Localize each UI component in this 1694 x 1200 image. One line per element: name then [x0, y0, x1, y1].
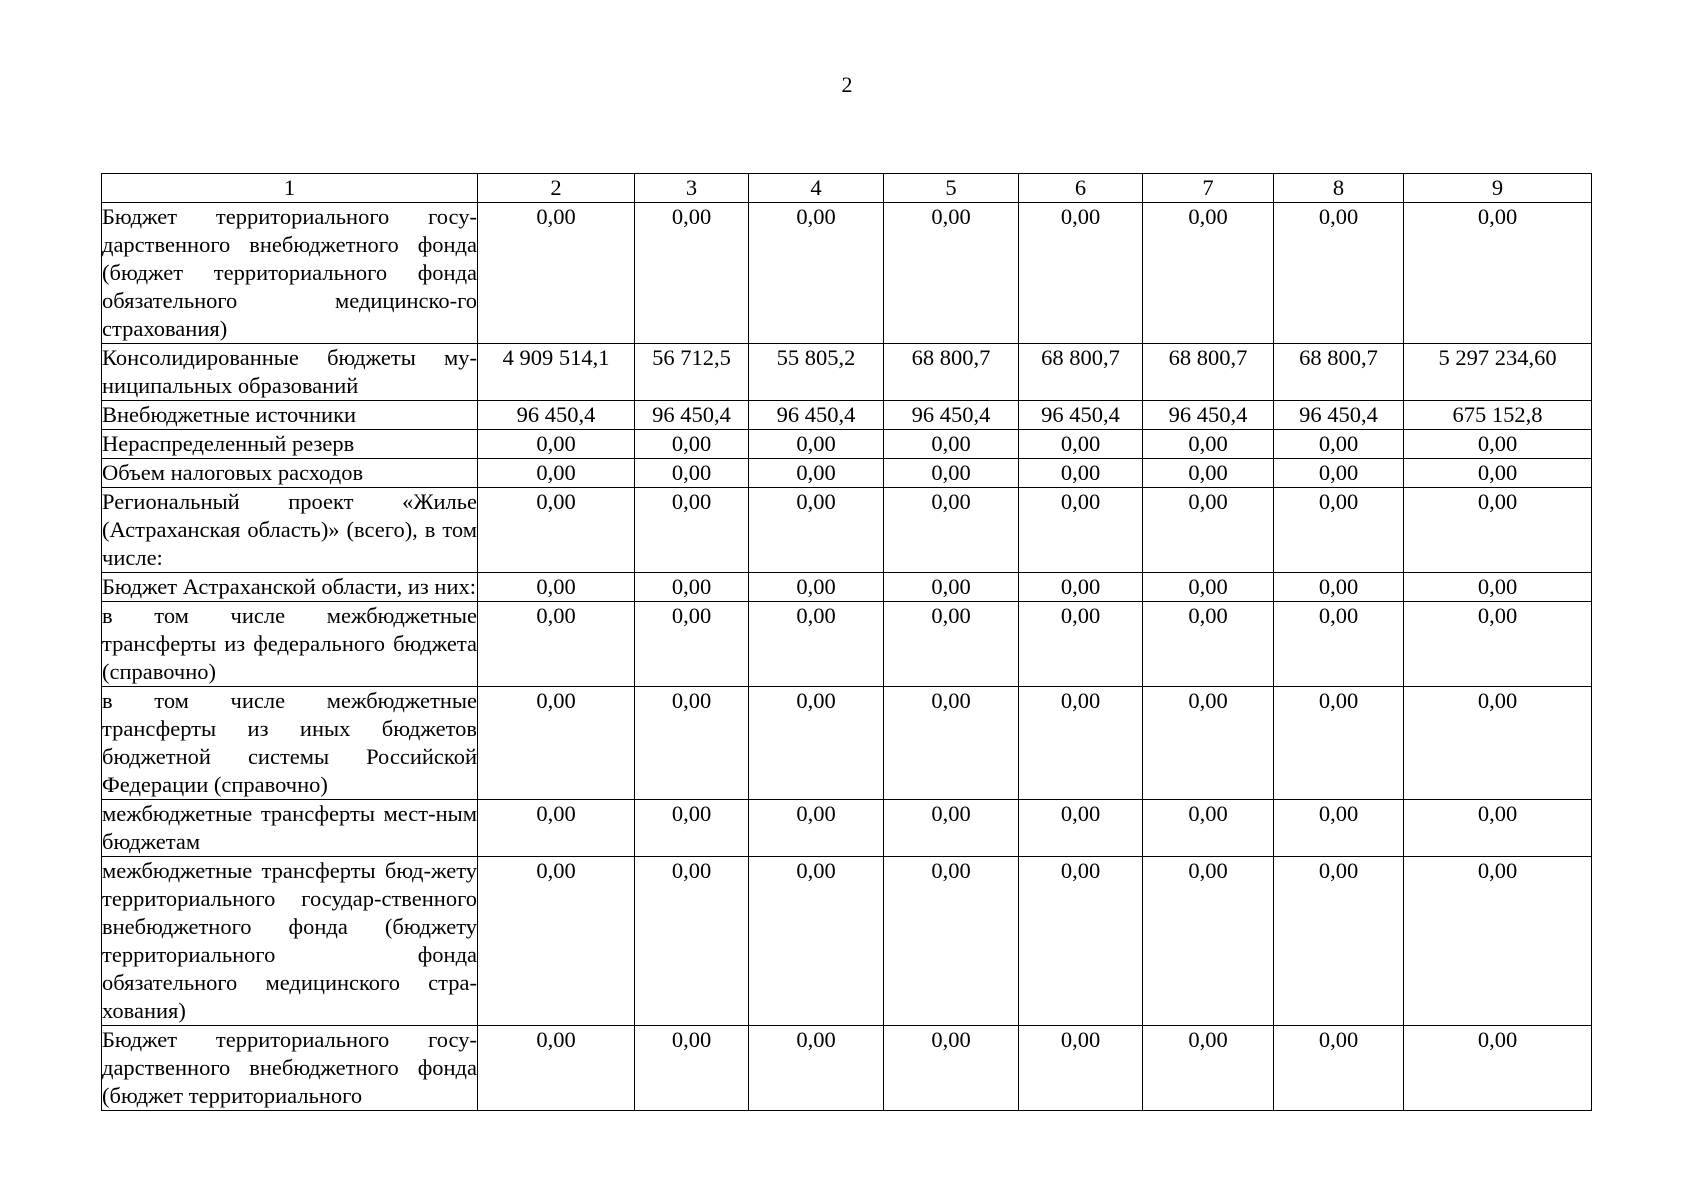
table-cell-value: 0,00: [749, 459, 884, 488]
table-cell-value: 0,00: [1404, 488, 1592, 573]
table-cell-value: 0,00: [1274, 573, 1404, 602]
table-cell-value: 0,00: [478, 573, 635, 602]
row-label: в том числе межбюджетные трансферты из иных бюджетов бюджетной системы Российской Федерации (справочно): [102, 687, 478, 800]
column-header: 6: [1019, 174, 1143, 203]
row-label: в том числе межбюджетные трансферты из федерального бюджета (справочно): [102, 602, 478, 687]
table-cell-value: 0,00: [635, 602, 749, 687]
table-row: [102, 687, 1592, 800]
table-cell-value: 0,00: [749, 488, 884, 573]
table-cell-value: 0,00: [1019, 203, 1143, 344]
table-row: [102, 857, 1592, 1026]
table-cell-value: 0,00: [1143, 687, 1274, 800]
column-header: 7: [1143, 174, 1274, 203]
table-cell-value: 0,00: [884, 459, 1019, 488]
table-cell-value: 5 297 234,60: [1404, 344, 1592, 401]
table-row: [102, 488, 1592, 573]
table-cell-value: 0,00: [478, 687, 635, 800]
table-cell-value: 0,00: [1274, 459, 1404, 488]
table-cell-value: 675 152,8: [1404, 401, 1592, 430]
table-row: [102, 573, 1592, 602]
row-label: Бюджет территориального госу-дарственного внебюджетного фонда (бюджет территориального фонда обязательного медицинско-го страхования): [102, 203, 478, 344]
row-label: Региональный проект «Жилье (Астраханская область)» (всего), в том числе:: [102, 488, 478, 573]
table-cell-value: 0,00: [1274, 488, 1404, 573]
table-cell-value: 0,00: [635, 573, 749, 602]
table-cell-value: 0,00: [1274, 687, 1404, 800]
table-cell-value: 0,00: [478, 857, 635, 1026]
table-cell-value: 96 450,4: [749, 401, 884, 430]
table-cell-value: 0,00: [1143, 488, 1274, 573]
table-cell-value: 0,00: [884, 488, 1019, 573]
table-cell-value: 0,00: [749, 203, 884, 344]
table-cell-value: 0,00: [1143, 573, 1274, 602]
table-cell-value: 0,00: [884, 687, 1019, 800]
table-cell-value: 0,00: [884, 800, 1019, 857]
row-label: Консолидированные бюджеты му-ниципальных образований: [102, 344, 478, 401]
budget-table: [101, 173, 1592, 1111]
table-row: [102, 344, 1592, 401]
table-cell-value: 4 909 514,1: [478, 344, 635, 401]
table-cell-value: 0,00: [749, 1026, 884, 1111]
table-cell-value: 68 800,7: [1019, 344, 1143, 401]
table-cell-value: 0,00: [1274, 430, 1404, 459]
column-header: 4: [749, 174, 884, 203]
table-cell-value: 0,00: [1143, 430, 1274, 459]
table-cell-value: 0,00: [1143, 1026, 1274, 1111]
table-cell-value: 0,00: [478, 602, 635, 687]
table-cell-value: 0,00: [1019, 857, 1143, 1026]
table-cell-value: 0,00: [884, 1026, 1019, 1111]
table-cell-value: 0,00: [635, 1026, 749, 1111]
table-cell-value: 96 450,4: [478, 401, 635, 430]
row-label: Объем налоговых расходов: [102, 459, 478, 488]
table-cell-value: 0,00: [749, 602, 884, 687]
table-cell-value: 0,00: [1143, 857, 1274, 1026]
table-cell-value: 0,00: [1404, 687, 1592, 800]
table-cell-value: 0,00: [1019, 800, 1143, 857]
table-header-row: [102, 174, 1592, 203]
table-cell-value: 0,00: [1019, 602, 1143, 687]
table-cell-value: 56 712,5: [635, 344, 749, 401]
table-cell-value: 68 800,7: [1143, 344, 1274, 401]
table-cell-value: 0,00: [1404, 857, 1592, 1026]
column-header: 1: [102, 174, 478, 203]
table-cell-value: 96 450,4: [1274, 401, 1404, 430]
table-row: [102, 459, 1592, 488]
table-cell-value: 0,00: [635, 488, 749, 573]
row-label: Бюджет территориального госу-дарственного внебюджетного фонда (бюджет территориального: [102, 1026, 478, 1111]
column-header: 2: [478, 174, 635, 203]
table-cell-value: 0,00: [635, 857, 749, 1026]
table-row: [102, 203, 1592, 344]
column-header: 5: [884, 174, 1019, 203]
table-row: [102, 800, 1592, 857]
table-cell-value: 0,00: [1274, 800, 1404, 857]
table-cell-value: 55 805,2: [749, 344, 884, 401]
table-cell-value: 0,00: [1019, 687, 1143, 800]
table-cell-value: 0,00: [1404, 203, 1592, 344]
table-cell-value: 0,00: [1404, 1026, 1592, 1111]
table-cell-value: 0,00: [1274, 203, 1404, 344]
table-cell-value: 96 450,4: [1143, 401, 1274, 430]
table-cell-value: 0,00: [635, 203, 749, 344]
table-cell-value: 0,00: [884, 430, 1019, 459]
table-cell-value: 96 450,4: [1019, 401, 1143, 430]
table-cell-value: 0,00: [635, 800, 749, 857]
table-cell-value: 0,00: [884, 602, 1019, 687]
row-label: Бюджет Астраханской области, из них:: [102, 573, 478, 602]
table-cell-value: 68 800,7: [884, 344, 1019, 401]
row-label: межбюджетные трансферты бюд-жету территориального государ-ственного внебюджетного фонда (бюджету территориального фонда обязательного медицинского стра-хования): [102, 857, 478, 1026]
table-cell-value: 0,00: [1143, 602, 1274, 687]
table-cell-value: 0,00: [1143, 203, 1274, 344]
table-row: [102, 401, 1592, 430]
page-number: 2: [841, 72, 853, 97]
table-cell-value: 0,00: [1143, 800, 1274, 857]
table-cell-value: 0,00: [884, 203, 1019, 344]
table-cell-value: 0,00: [635, 430, 749, 459]
table-cell-value: 0,00: [1019, 1026, 1143, 1111]
table-cell-value: 0,00: [1404, 602, 1592, 687]
table-row: [102, 602, 1592, 687]
table-cell-value: 0,00: [478, 430, 635, 459]
table-cell-value: 0,00: [478, 459, 635, 488]
table-cell-value: 0,00: [478, 800, 635, 857]
table-row: [102, 430, 1592, 459]
table-cell-value: 0,00: [1019, 459, 1143, 488]
table-cell-value: 0,00: [1404, 800, 1592, 857]
table-cell-value: 0,00: [478, 203, 635, 344]
table-cell-value: 68 800,7: [1274, 344, 1404, 401]
table-cell-value: 0,00: [478, 488, 635, 573]
column-header: 9: [1404, 174, 1592, 203]
table-cell-value: 0,00: [635, 687, 749, 800]
table-cell-value: 0,00: [749, 857, 884, 1026]
table-cell-value: 0,00: [1274, 602, 1404, 687]
table-row: [102, 1026, 1592, 1111]
table-cell-value: 0,00: [749, 430, 884, 459]
table-cell-value: 96 450,4: [635, 401, 749, 430]
row-label: Нераспределенный резерв: [102, 430, 478, 459]
row-label: Внебюджетные источники: [102, 401, 478, 430]
table-cell-value: 0,00: [884, 857, 1019, 1026]
table-cell-value: 0,00: [1404, 573, 1592, 602]
table-cell-value: 0,00: [749, 687, 884, 800]
table-cell-value: 0,00: [1404, 430, 1592, 459]
table-body: [102, 203, 1592, 1111]
table-cell-value: 0,00: [635, 459, 749, 488]
table-cell-value: 0,00: [884, 573, 1019, 602]
table-cell-value: 0,00: [1019, 430, 1143, 459]
table-cell-value: 0,00: [1404, 459, 1592, 488]
table-cell-value: 96 450,4: [884, 401, 1019, 430]
table-cell-value: 0,00: [478, 1026, 635, 1111]
table-cell-value: 0,00: [1143, 459, 1274, 488]
table-cell-value: 0,00: [749, 573, 884, 602]
row-label: межбюджетные трансферты мест-ным бюджетам: [102, 800, 478, 857]
column-header: 3: [635, 174, 749, 203]
column-header: 8: [1274, 174, 1404, 203]
table-cell-value: 0,00: [749, 800, 884, 857]
table-cell-value: 0,00: [1019, 488, 1143, 573]
table-cell-value: 0,00: [1019, 573, 1143, 602]
table-cell-value: 0,00: [1274, 857, 1404, 1026]
table-cell-value: 0,00: [1274, 1026, 1404, 1111]
